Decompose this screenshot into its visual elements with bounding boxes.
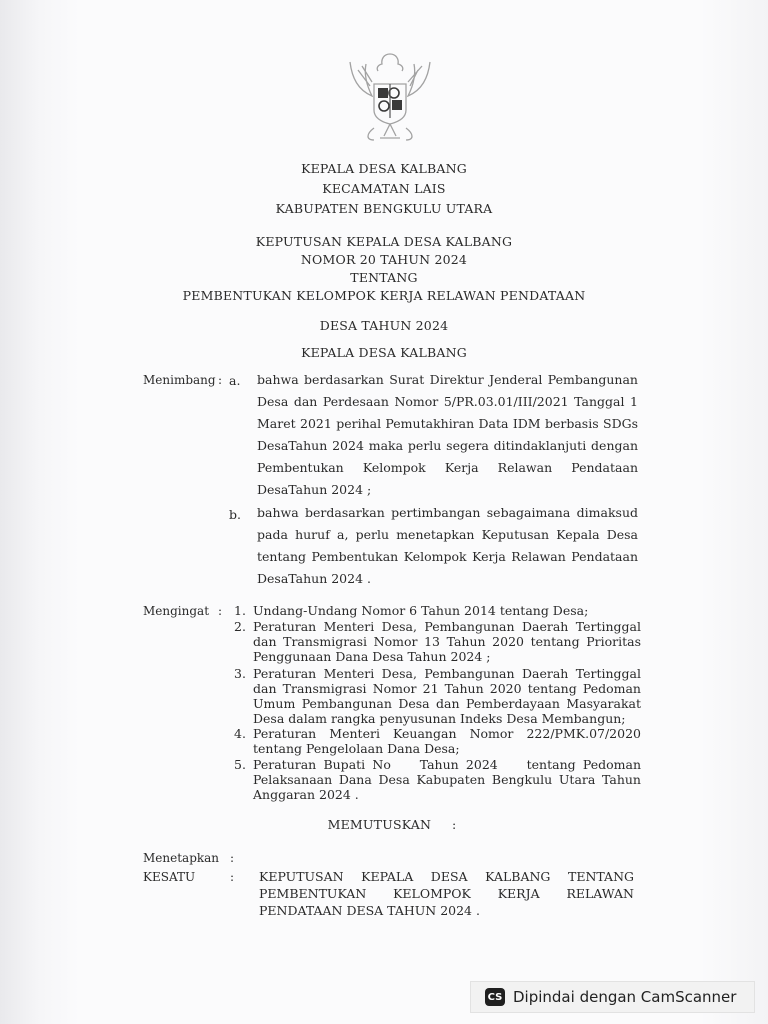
decree-title-2: NOMOR 20 TAHUN 2024 bbox=[300, 252, 468, 267]
mengingat-mark-1: 1. bbox=[234, 603, 246, 618]
memutuskan-heading: MEMUTUSKAN : bbox=[327, 817, 457, 832]
decree-title-5: DESA TAHUN 2024 bbox=[319, 318, 449, 333]
menimbang-mark-b: b. bbox=[229, 507, 241, 522]
menimbang-item-a: bahwa berdasarkan Surat Direktur Jenderal Pembangunan Desa dan Perdesaan Nomor 5/PR.03.01/III/2021 Tanggal 1 Maret 2021 perihal Pemutakhiran Data IDM berbasis SDGs DesaTahun 2024 maka perlu segera ditindaklanjuti dengan Pembentukan Kelompok Kerja Relawan Pendataan DesaTahun 2024 ; bbox=[257, 372, 638, 497]
kesatu-label: KESATU bbox=[143, 870, 196, 884]
mengingat-item-2: Peraturan Menteri Desa, Pembangunan Daerah Tertinggal dan Transmigrasi Nomor 13 Tahun 2020 tentang Prioritas Penggunaan Dana Desa Tahun 2024 ; bbox=[253, 619, 641, 664]
mengingat-item-4: Peraturan Menteri Keuangan Nomor 222/PMK.07/2020 tentang Pengelolaan Dana Desa; bbox=[253, 726, 641, 756]
header-line-2: KECAMATAN LAIS bbox=[322, 181, 446, 196]
mengingat-mark-2: 2. bbox=[234, 619, 246, 634]
camscanner-text: Dipindai dengan CamScanner bbox=[513, 988, 737, 1006]
mengingat-item-1: Undang-Undang Nomor 6 Tahun 2014 tentang Desa; bbox=[253, 603, 589, 618]
mengingat-item-5: Peraturan Bupati No Tahun 2024 tentang Pedoman Pelaksanaan Dana Desa Kabupaten Bengkulu Utara Tahun Anggaran 2024 . bbox=[253, 757, 645, 802]
menimbang-label: Menimbang bbox=[143, 373, 216, 387]
kesatu-text: KEPUTUSAN KEPALA DESA KALBANG TENTANG PEMBENTUKAN KELOMPOK KERJA RELAWAN PENDATAAN DESA TAHUN 2024 . bbox=[259, 869, 634, 918]
decree-title-3: TENTANG bbox=[350, 270, 418, 285]
menetapkan-colon: : bbox=[230, 851, 235, 865]
camscanner-badge bbox=[470, 981, 755, 1013]
garuda-emblem-icon bbox=[344, 48, 436, 144]
mengingat-colon: : bbox=[218, 604, 223, 618]
header-line-3: KABUPATEN BENGKULU UTARA bbox=[275, 201, 493, 216]
menimbang-colon: : bbox=[218, 373, 223, 387]
decree-title-4: PEMBENTUKAN KELOMPOK KERJA RELAWAN PENDATAAN bbox=[182, 288, 586, 303]
mengingat-item-3: Peraturan Menteri Desa, Pembangunan Daerah Tertinggal dan Transmigrasi Nomor 21 Tahun 2020 tentang Pedoman Umum Pembangunan Desa dan Pemberdayaan Masyarakat Desa dalam rangka penyusunan Indeks Desa Membangun; bbox=[253, 666, 641, 726]
header-line-1: KEPALA DESA KALBANG bbox=[301, 161, 467, 176]
kesatu-colon: : bbox=[230, 870, 235, 884]
menetapkan-label: Menetapkan bbox=[143, 851, 220, 865]
mengingat-mark-4: 4. bbox=[234, 726, 246, 741]
camscanner-logo-icon: CS bbox=[485, 988, 505, 1006]
mengingat-mark-3: 3. bbox=[234, 666, 246, 681]
menimbang-item-b: bahwa berdasarkan pertimbangan sebagaimana dimaksud pada huruf a, perlu menetapkan Keputusan Kepala Desa tentang Pembentukan Kelompok Kerja Relawan Pendataan DesaTahun 2024 . bbox=[257, 505, 638, 586]
decree-authority: KEPALA DESA KALBANG bbox=[301, 345, 467, 360]
decree-title-1: KEPUTUSAN KEPALA DESA KALBANG bbox=[255, 234, 513, 249]
mengingat-mark-5: 5. bbox=[234, 757, 246, 772]
mengingat-label: Mengingat bbox=[143, 604, 210, 618]
menimbang-mark-a: a. bbox=[229, 373, 241, 388]
